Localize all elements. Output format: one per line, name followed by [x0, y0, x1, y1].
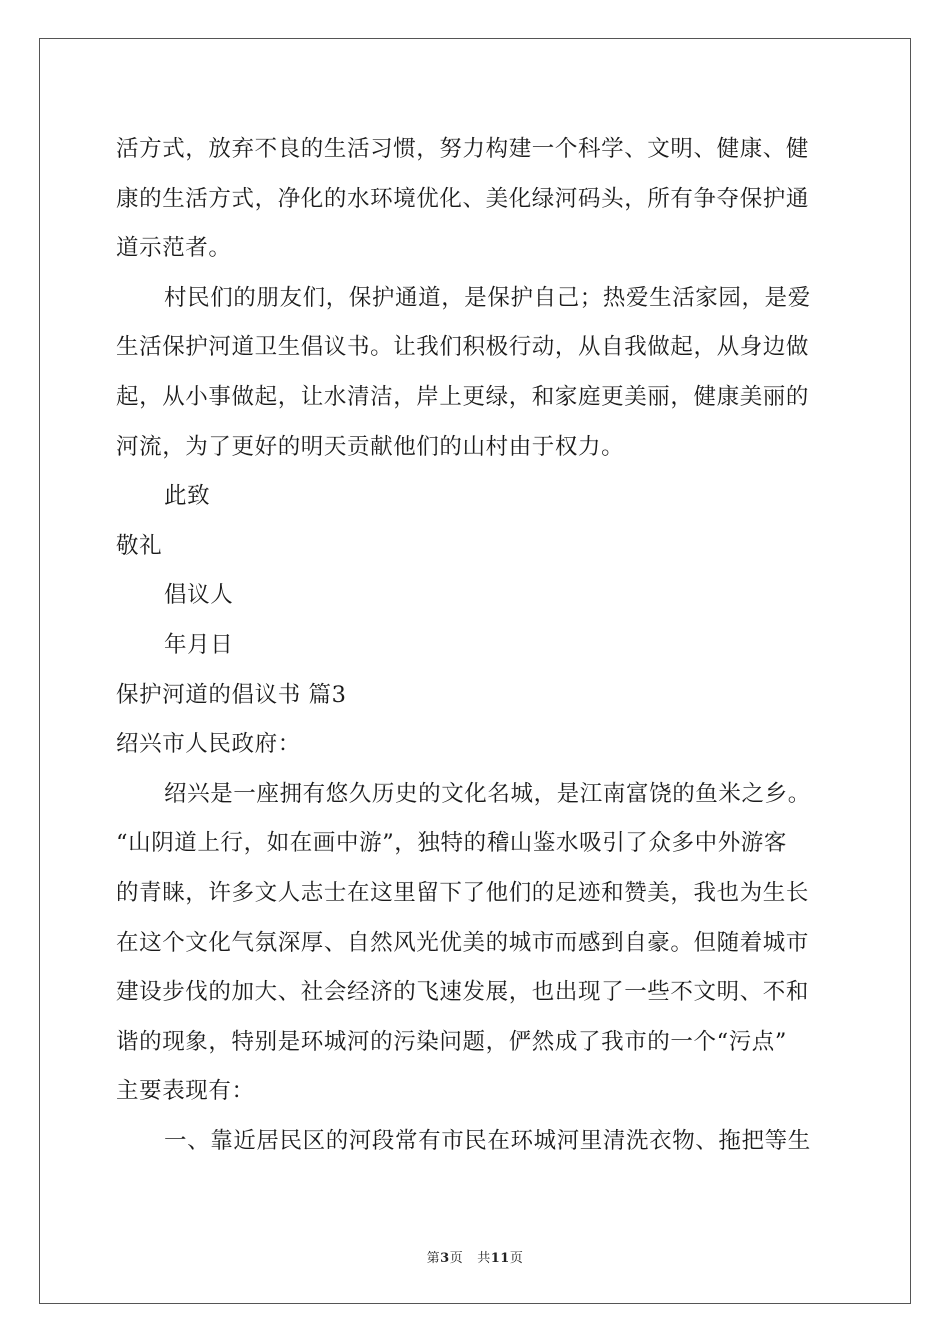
- document-body: [116, 125, 836, 1166]
- text-line: “山阴道上行，如在画中游”，独特的稽山鉴水吸引了众多中外游客: [116, 830, 788, 857]
- footer-current-page: 3: [440, 1251, 450, 1266]
- text-line: 绍兴市人民政府：: [116, 731, 301, 758]
- text-line: 河流，为了更好的明天贡献他们的山村由于权力。: [116, 433, 625, 460]
- footer-total-pages: 11: [490, 1251, 510, 1266]
- footer-page-suffix: 页: [449, 1251, 464, 1266]
- text-line: 绍兴是一座拥有悠久历史的文化名城，是江南富饶的鱼米之乡。: [164, 780, 811, 807]
- text-line: 倡议人: [164, 582, 234, 609]
- text-line: 活方式，放弃不良的生活习惯，努力构建一个科学、文明、健康、健: [116, 136, 810, 162]
- text-line: 此致: [164, 483, 211, 510]
- text-line: 建设步伐的加大、社会经济的飞速发展，也出现了一些不文明、不和: [116, 979, 810, 1006]
- text-line: 在这个文化气氛深厚、自然风光优美的城市而感到自豪。但随着城市: [116, 929, 810, 956]
- text-line: 一、靠近居民区的河段常有市民在环城河里清洗衣物、拖把等生: [164, 1127, 811, 1154]
- text-line: 起，从小事做起，让水清洁，岸上更绿，和家庭更美丽，健康美丽的: [116, 383, 810, 410]
- footer-total-suffix: 页: [509, 1251, 524, 1266]
- text-line: 年月日: [164, 631, 234, 658]
- text-line: 谐的现象，特别是环城河的污染问题，俨然成了我市的一个“污点”: [116, 1028, 788, 1055]
- text-line: 生活保护河道卫生倡议书。让我们积极行动，从自我做起，从身边做: [116, 334, 810, 361]
- text-line: 保护河道的倡议书 篇3: [116, 681, 347, 708]
- text-line: 康的生活方式，净化的水环境优化、美化绿河码头，所有争夺保护通: [116, 185, 810, 212]
- text-line: 村民们的朋友们，保护通道，是保护自己；热爱生活家园，是爱: [164, 284, 811, 311]
- footer-page-prefix: 第: [426, 1251, 441, 1266]
- text-line: 敬礼: [116, 532, 163, 559]
- text-line: 主要表现有：: [116, 1078, 255, 1105]
- footer-total-prefix: 共: [477, 1251, 491, 1266]
- text-line: 道示范者。: [116, 235, 232, 262]
- page-footer: [0, 1247, 950, 1266]
- text-line: 的青睐，许多文人志士在这里留下了他们的足迹和赞美，我也为生长: [116, 879, 810, 906]
